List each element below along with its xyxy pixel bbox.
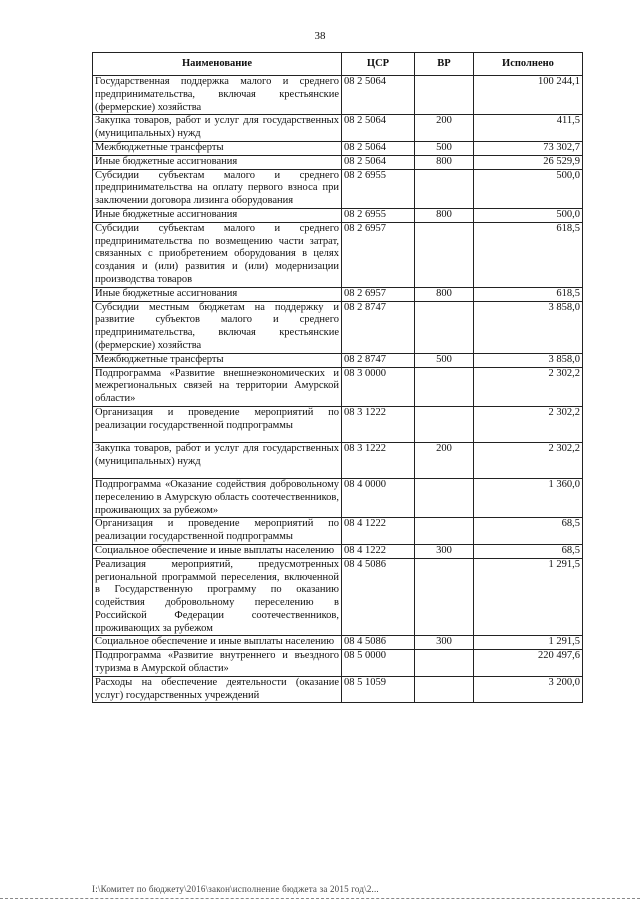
row-name: Межбюджетные трансферты: [93, 141, 342, 155]
table-row: [93, 169, 583, 208]
row-csr: 08 2 5064: [342, 76, 415, 115]
row-executed: 1 291,5: [474, 636, 583, 650]
row-csr: 08 4 1222: [342, 544, 415, 558]
row-vr: [415, 169, 474, 208]
table-row: [93, 208, 583, 222]
header-vr: ВР: [415, 53, 474, 76]
row-name: Социальное обеспечение и иные выплаты населению: [93, 544, 342, 558]
row-csr: 08 4 1222: [342, 518, 415, 545]
row-csr: 08 2 8747: [342, 353, 415, 367]
row-csr: 08 3 1222: [342, 406, 415, 442]
table-row: [93, 367, 583, 406]
row-csr: 08 3 1222: [342, 442, 415, 478]
row-name: Закупка товаров, работ и услуг для государственных (муниципальных) нужд: [93, 442, 342, 478]
row-executed: 618,5: [474, 287, 583, 301]
row-vr: [415, 478, 474, 517]
row-name: Расходы на обеспечение деятельности (оказание услуг) государственных учреждений: [93, 676, 342, 703]
row-name: Реализация мероприятий, предусмотренных региональной программой переселения, включенной в Государственную программу по оказанию содействия добровольному переселению в Российской Федерации соотечественников, проживающих за рубежом: [93, 558, 342, 636]
row-name: Организация и проведение мероприятий по реализации государственной подпрограммы: [93, 518, 342, 545]
table-row: [93, 636, 583, 650]
table-body: [93, 76, 583, 703]
row-vr: 800: [415, 155, 474, 169]
row-vr: 200: [415, 442, 474, 478]
table-row: [93, 544, 583, 558]
row-vr: 200: [415, 115, 474, 142]
table-row: [93, 478, 583, 517]
row-csr: 08 2 5064: [342, 155, 415, 169]
row-csr: 08 2 6957: [342, 222, 415, 287]
row-executed: 73 302,7: [474, 141, 583, 155]
row-executed: 2 302,2: [474, 442, 583, 478]
row-csr: 08 2 6955: [342, 208, 415, 222]
row-vr: 800: [415, 287, 474, 301]
row-csr: 08 3 0000: [342, 367, 415, 406]
table-row: [93, 141, 583, 155]
budget-table: [92, 52, 583, 703]
row-name: Организация и проведение мероприятий по реализации государственной подпрограммы: [93, 406, 342, 442]
table-row: [93, 650, 583, 677]
row-vr: [415, 367, 474, 406]
header-name: Наименование: [93, 53, 342, 76]
table-row: [93, 442, 583, 478]
row-name: Субсидии местным бюджетам на поддержку и развитие субъектов малого и среднего предпринимательства, включая крестьянские (фермерские) хозяйства: [93, 301, 342, 353]
file-path-footer: I:\Комитет по бюджету\2016\закон\исполнение бюджета за 2015 год\2...: [92, 884, 379, 894]
row-executed: 26 529,9: [474, 155, 583, 169]
table-row: [93, 518, 583, 545]
row-executed: 3 858,0: [474, 353, 583, 367]
row-vr: [415, 76, 474, 115]
row-executed: 3 858,0: [474, 301, 583, 353]
row-name: Иные бюджетные ассигнования: [93, 208, 342, 222]
row-executed: 618,5: [474, 222, 583, 287]
table-row: [93, 155, 583, 169]
row-executed: 1 291,5: [474, 558, 583, 636]
table-row: [93, 115, 583, 142]
header-executed: Исполнено: [474, 53, 583, 76]
table-row: [93, 301, 583, 353]
row-executed: 3 200,0: [474, 676, 583, 703]
row-vr: 500: [415, 353, 474, 367]
row-executed: 411,5: [474, 115, 583, 142]
row-executed: 2 302,2: [474, 367, 583, 406]
row-vr: [415, 676, 474, 703]
row-executed: 68,5: [474, 518, 583, 545]
row-csr: 08 5 0000: [342, 650, 415, 677]
row-vr: 300: [415, 636, 474, 650]
table-row: [93, 406, 583, 442]
row-vr: [415, 518, 474, 545]
row-name: Подпрограмма «Оказание содействия добровольному переселению в Амурскую область соотечественников, проживающих за рубежом»: [93, 478, 342, 517]
row-name: Государственная поддержка малого и среднего предпринимательства, включая крестьянские (фермерские) хозяйства: [93, 76, 342, 115]
row-csr: 08 2 8747: [342, 301, 415, 353]
row-csr: 08 4 5086: [342, 558, 415, 636]
table-row: [93, 558, 583, 636]
row-vr: 500: [415, 141, 474, 155]
table-row: [93, 353, 583, 367]
row-executed: 500,0: [474, 169, 583, 208]
row-csr: 08 4 0000: [342, 478, 415, 517]
row-name: Закупка товаров, работ и услуг для государственных (муниципальных) нужд: [93, 115, 342, 142]
row-vr: [415, 650, 474, 677]
row-csr: 08 4 5086: [342, 636, 415, 650]
table-header-row: [93, 53, 583, 76]
row-vr: [415, 301, 474, 353]
row-name: Иные бюджетные ассигнования: [93, 155, 342, 169]
row-executed: 220 497,6: [474, 650, 583, 677]
row-name: Межбюджетные трансферты: [93, 353, 342, 367]
table-row: [93, 76, 583, 115]
table-row: [93, 222, 583, 287]
row-executed: 1 360,0: [474, 478, 583, 517]
row-csr: 08 2 6955: [342, 169, 415, 208]
row-executed: 68,5: [474, 544, 583, 558]
row-csr: 08 2 5064: [342, 141, 415, 155]
table-row: [93, 287, 583, 301]
row-name: Иные бюджетные ассигнования: [93, 287, 342, 301]
row-csr: 08 5 1059: [342, 676, 415, 703]
row-name: Субсидии субъектам малого и среднего предпринимательства по возмещению части затрат, связанных с приобретением оборудования в целях создания и (или) развития и (или) модернизации производства товаров: [93, 222, 342, 287]
row-executed: 100 244,1: [474, 76, 583, 115]
row-vr: [415, 558, 474, 636]
page-number: 38: [314, 30, 326, 42]
row-vr: 300: [415, 544, 474, 558]
row-vr: [415, 406, 474, 442]
header-csr: ЦСР: [342, 53, 415, 76]
row-name: Подпрограмма «Развитие внутреннего и въездного туризма в Амурской области»: [93, 650, 342, 677]
footer-divider: [0, 898, 640, 899]
row-executed: 500,0: [474, 208, 583, 222]
row-name: Субсидии субъектам малого и среднего предпринимательства на оплату первого взноса при заключении договора лизинга оборудования: [93, 169, 342, 208]
row-csr: 08 2 5064: [342, 115, 415, 142]
table-row: [93, 676, 583, 703]
row-name: Социальное обеспечение и иные выплаты населению: [93, 636, 342, 650]
row-vr: [415, 222, 474, 287]
row-executed: 2 302,2: [474, 406, 583, 442]
row-name: Подпрограмма «Развитие внешнеэкономических и межрегиональных связей на территории Амурской области»: [93, 367, 342, 406]
row-csr: 08 2 6957: [342, 287, 415, 301]
row-vr: 800: [415, 208, 474, 222]
